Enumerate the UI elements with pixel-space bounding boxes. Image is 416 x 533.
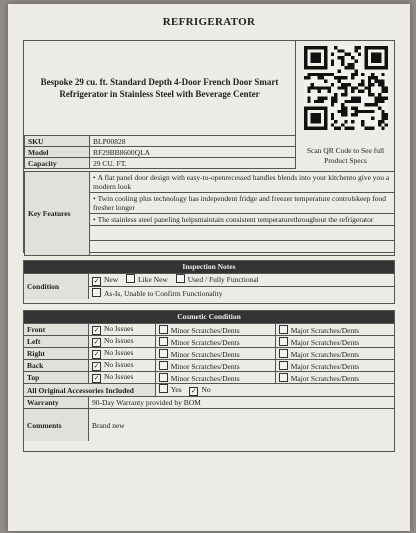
checkbox-checked-icon[interactable]: ✓ xyxy=(93,350,100,358)
checkbox-icon[interactable] xyxy=(279,361,288,370)
side-label: Front xyxy=(24,324,89,336)
comments-label: Comments xyxy=(24,409,89,442)
document-sheet xyxy=(8,4,410,531)
spec-table xyxy=(24,135,296,169)
inspection-notes-box xyxy=(23,260,395,304)
option-no-issues[interactable]: ✓ No Issues xyxy=(89,360,156,372)
checkbox-icon[interactable] xyxy=(92,288,101,297)
option-minor[interactable]: Minor Scratches/Dents xyxy=(155,360,275,372)
checkbox-icon[interactable] xyxy=(159,349,168,358)
product-info-box xyxy=(23,40,395,253)
feature-item-empty xyxy=(90,241,395,256)
checkbox-checked-icon[interactable]: ✓ xyxy=(93,374,100,382)
option-minor[interactable]: Minor Scratches/Dents xyxy=(155,348,275,360)
spec-value: BLP00828 xyxy=(90,136,296,147)
option-no-issues[interactable]: ✓ No Issues xyxy=(89,372,156,384)
spec-label: Capacity xyxy=(25,158,90,169)
spec-label: SKU xyxy=(25,136,90,147)
cosmetic-row-left xyxy=(24,336,394,348)
condition-option-as-is[interactable]: As-Is, Unable to Confirm Functionality xyxy=(92,289,223,298)
condition-options xyxy=(89,287,395,300)
bullet-icon: • xyxy=(93,194,96,203)
checkbox-icon[interactable] xyxy=(176,274,185,283)
accessories-row xyxy=(24,384,394,397)
feature-item: • Twin cooling plus technology has independent fridge and freezer temperature controlskeep food fresher longer xyxy=(90,193,395,214)
product-title: Bespoke 29 cu. ft. Standard Depth 4-Door French Door Smart Refrigerator in Stainless Steel with Beverage Center xyxy=(24,41,296,135)
option-no-issues[interactable]: ✓ No Issues xyxy=(89,348,156,360)
features-table xyxy=(24,171,395,256)
cosmetic-row-front xyxy=(24,324,394,336)
condition-label: Condition xyxy=(24,274,89,300)
accessories-options xyxy=(155,384,394,397)
spec-value: RF29BB8600QLA xyxy=(90,147,296,158)
option-no-issues[interactable]: ✓ No Issues xyxy=(89,336,156,348)
feature-row xyxy=(25,172,395,193)
option-minor[interactable]: Minor Scratches/Dents xyxy=(155,372,275,384)
spec-row-sku xyxy=(25,136,296,147)
bullet-icon: • xyxy=(93,173,96,182)
option-minor[interactable]: Minor Scratches/Dents xyxy=(155,324,275,336)
checkbox-icon[interactable] xyxy=(279,349,288,358)
checkbox-checked-icon[interactable]: ✓ xyxy=(93,277,100,285)
condition-option-like-new[interactable]: Like New xyxy=(126,275,168,284)
option-major[interactable]: Major Scratches/Dents xyxy=(275,372,394,384)
option-major[interactable]: Major Scratches/Dents xyxy=(275,324,394,336)
side-label: Back xyxy=(24,360,89,372)
checkbox-checked-icon[interactable]: ✓ xyxy=(191,387,197,395)
checkbox-checked-icon[interactable]: ✓ xyxy=(93,326,100,334)
cosmetic-table xyxy=(24,323,394,441)
feature-item-empty xyxy=(90,226,395,241)
checkbox-checked-icon[interactable]: ✓ xyxy=(93,338,100,346)
option-major[interactable]: Major Scratches/Dents xyxy=(275,348,394,360)
comments-value: Brand new xyxy=(89,409,395,442)
checkbox-checked-icon[interactable]: ✓ xyxy=(93,362,100,370)
checkbox-icon[interactable] xyxy=(126,274,135,283)
checkbox-icon[interactable] xyxy=(159,325,168,334)
accessories-label: All Original Accessories Included xyxy=(24,384,155,397)
warranty-value: 90-Day Warranty provided by BOM xyxy=(89,397,395,409)
option-major[interactable]: Major Scratches/Dents xyxy=(275,360,394,372)
document-title: REFRIGERATOR xyxy=(162,16,256,28)
checkbox-icon[interactable] xyxy=(279,325,288,334)
comments-row xyxy=(24,409,394,442)
warranty-label: Warranty xyxy=(24,397,89,409)
checkbox-icon[interactable] xyxy=(159,384,168,393)
cosmetic-row-back xyxy=(24,360,394,372)
side-label: Left xyxy=(24,336,89,348)
feature-item: • The stainless steel paneling helpsmaintain consistent temperaturethroughout the refrigerator xyxy=(90,214,395,226)
accessories-yes[interactable]: Yes xyxy=(159,385,182,394)
feature-item: • A flat panel door design with easy-to-openrecessed handles blends into your kitchento give you a modern look xyxy=(90,172,395,193)
condition-option-new[interactable]: ✓ New xyxy=(93,275,119,285)
option-no-issues[interactable]: ✓ No Issues xyxy=(89,324,156,336)
checkbox-icon[interactable] xyxy=(159,337,168,346)
qr-code-icon xyxy=(304,46,388,130)
cosmetic-row-right xyxy=(24,348,394,360)
inspection-notes-heading: Inspection Notes xyxy=(24,261,394,273)
checkbox-icon[interactable] xyxy=(279,373,288,382)
cosmetic-row-top xyxy=(24,372,394,384)
checkbox-icon[interactable] xyxy=(159,373,168,382)
spec-row-capacity xyxy=(25,158,296,169)
side-label: Right xyxy=(24,348,89,360)
cosmetic-condition-box xyxy=(23,310,395,452)
key-features-label: Key Features xyxy=(25,172,90,256)
qr-caption: Scan QR Code to See full Product Specs xyxy=(306,146,385,165)
accessories-no[interactable]: ✓ No xyxy=(191,385,211,395)
spec-value: 29 CU. FT. xyxy=(90,158,296,169)
condition-table xyxy=(24,273,394,299)
qr-area xyxy=(296,41,395,166)
checkbox-icon[interactable] xyxy=(159,361,168,370)
side-label: Top xyxy=(24,372,89,384)
option-minor[interactable]: Minor Scratches/Dents xyxy=(155,336,275,348)
bullet-icon: • xyxy=(93,215,96,224)
condition-option-used[interactable]: Used / Fully Functional xyxy=(176,275,259,284)
warranty-row xyxy=(24,397,394,409)
checkbox-icon[interactable] xyxy=(279,337,288,346)
condition-row xyxy=(24,274,394,287)
spec-row-model xyxy=(25,147,296,158)
spec-label: Model xyxy=(25,147,90,158)
condition-options xyxy=(89,274,395,287)
option-major[interactable]: Major Scratches/Dents xyxy=(275,336,394,348)
cosmetic-condition-heading: Cosmetic Condition xyxy=(24,311,394,323)
